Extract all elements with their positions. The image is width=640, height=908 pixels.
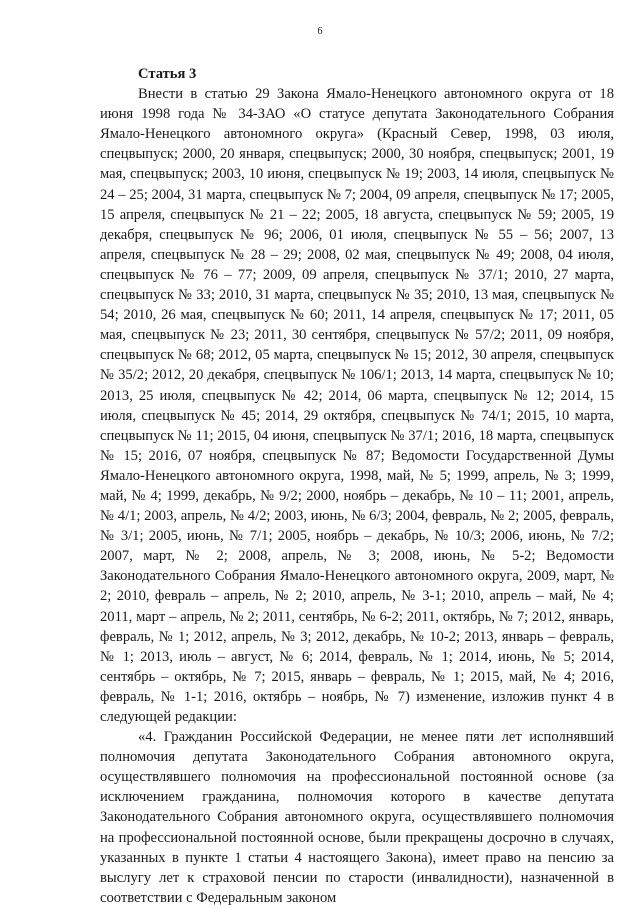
page-number: 6: [317, 26, 323, 37]
article-paragraph-amendment: Внести в статью 29 Закона Ямало-Ненецкого автономного округа от 18 июня 1998 года № 34-ЗАО «О статусе депутата Законодательного Собрания Ямало-Ненецкого автономного округа» (Красный Север, 1998, 03 июля, спецвыпуск; 2000, 20 января, спецвыпуск; 2000, 30 ноября, спецвыпуск; 2001, 19 мая, спецвыпуск; 2003, 10 июня, спецвыпуск № 19; 2003, 14 июля, спецвыпуск № 24 – 25; 2004, 31 марта, спецвыпуск № 7; 2004, 09 апреля, спецвыпуск № 17; 2005, 15 апреля, спецвыпуск № 21 – 22; 2005, 18 августа, спецвыпуск № 59; 2005, 19 декабря, спецвыпуск № 96; 2006, 01 июля, спецвыпуск № 55 – 56; 2007, 13 апреля, спецвыпуск № 28 – 29; 2008, 02 мая, спецвыпуск № 49; 2008, 04 июля, спецвыпуск № 76 – 77; 2009, 09 апреля, спецвыпуск № 37/1; 2010, 27 марта, спецвыпуск № 33; 2010, 31 марта, спецвыпуск № 35; 2010, 13 мая, спецвыпуск № 54; 2010, 26 мая, спецвыпуск № 60; 2011, 14 апреля, спецвыпуск № 17; 2011, 05 мая, спецвыпуск № 23; 2011, 30 сентября, спецвыпуск № 57/2; 2011, 09 ноября, спецвыпуск № 68; 2012, 05 марта, спецвыпуск № 15; 2012, 30 апреля, спецвыпуск № 35/2; 2012, 20 декабря, спецвыпуск № 106/1; 2013, 14 марта, спецвыпуск № 10; 2013, 25 июля, спецвыпуск № 42; 2014, 06 марта, спецвыпуск № 12; 2014, 15 июля, спецвыпуск № 45; 2014, 29 октября, спецвыпуск № 74/1; 2015, 10 марта, спецвыпуск № 11; 2015, 04 июня, спецвыпуск № 37/1; 2016, 18 марта, спецвыпуск № 15; 2016, 07 ноября, спецвыпуск № 87; Ведомости Государственной Думы Ямало-Ненецкого автономного округа, 1998, май, № 5; 1999, апрель, № 3; 1999, май, № 4; 1999, декабрь, № 9/2; 2000, ноябрь – декабрь, № 10 – 11; 2001, апрель, № 4/1; 2003, апрель, № 4/2; 2003, июнь, № 6/3; 2004, февраль, № 2; 2005, февраль, № 3/1; 2005, июнь, № 7/1; 2005, ноябрь – декабрь, № 10/3; 2006, июнь, № 7/2; 2007, март, № 2; 2008, апрель, № 3; 2008, июнь, № 5-2; Ведомости Законодательного Собрания Ямало-Ненецкого автономного округа, 2009, март, № 2; 2010, февраль – апрель, № 2; 2010, апрель, № 3-1; 2010, апрель – май, № 4; 2011, март – апрель, № 2; 2011, сентябрь, № 6-2; 2011, октябрь, № 7; 2012, январь, февраль, № 1; 2012, апрель, № 3; 2012, декабрь, № 10-2; 2013, январь – февраль, № 1; 2013, июль – август, № 6; 2014, февраль, № 1; 2014, июнь, № 5; 2014, сентябрь – октябрь, № 7; 2015, январь – февраль, № 1; 2015, май, № 4; 2016, февраль, № 1-1; 2016, октябрь – ноябрь, № 7) изменение, изложив пункт 4 в следующей редакции:: [100, 86, 614, 725]
article-heading: Статья 3: [138, 66, 197, 82]
article-paragraph-point-4: «4. Гражданин Российской Федерации, не менее пяти лет исполнявший полномочия депутата Законодательного Собрания автономного округа, осуществлявшего полномочия на профессиональной постоянной основе (за исключением гражданина, полномочия которого в качестве депутата Законодательного Собрания автономного округа, осуществлявшего полномочия на профессиональной постоянной основе, были прекращены досрочно в случаях, указанных в пункте 1 статьи 4 настоящего Закона), имеет право на пенсию за выслугу лет к страховой пенсии по старости (инвалидности), назначенной в соответствии с Федеральным законом: [100, 729, 614, 906]
document-body: [100, 56, 614, 908]
